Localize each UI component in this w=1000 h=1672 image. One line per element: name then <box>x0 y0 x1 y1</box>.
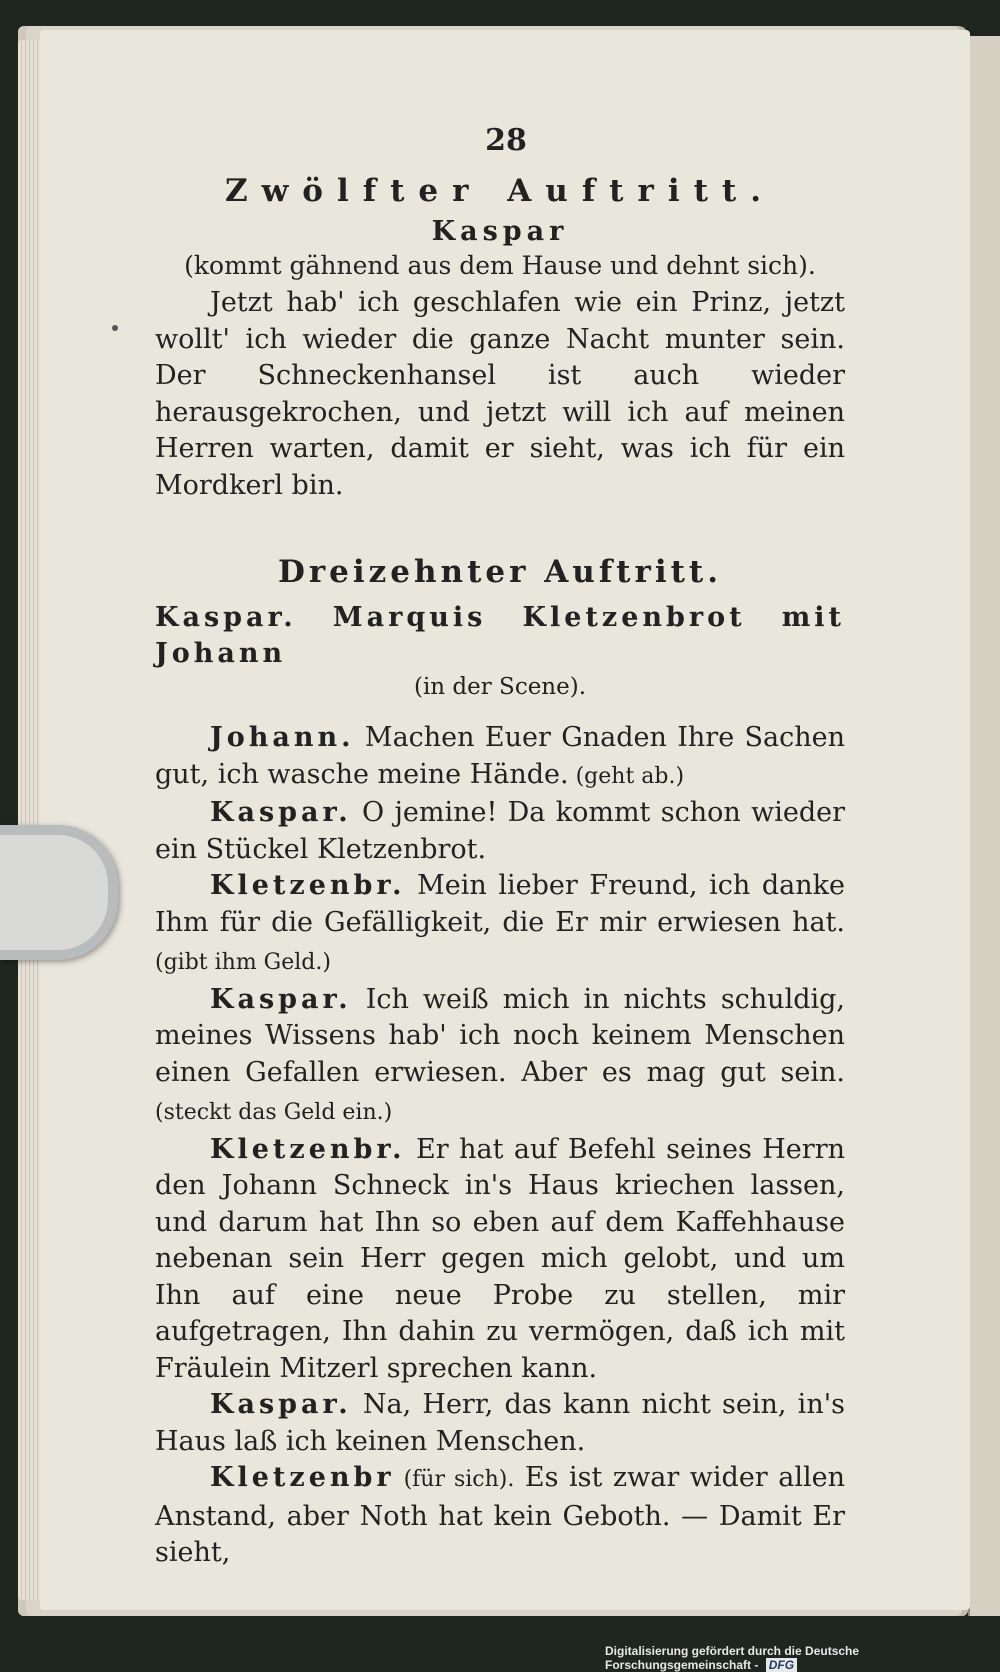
scene-heading: Dreizehnter Auftritt. <box>277 554 723 590</box>
dialogue-line <box>155 868 845 982</box>
page-text <box>155 125 845 1572</box>
dialogue-line <box>155 720 845 795</box>
page-number: 28 <box>485 123 527 158</box>
line-speaker: Johann. <box>210 722 355 753</box>
line-text: Er hat auf Befehl seines Herrn den Johann Schneck in's Haus kriechen lassen, und darum hat Ihn so eben auf dem Kaffehhause nebenan sein Herr gegen mich gelobt, und um Ihn auf eine neue Probe zu stellen, mir aufgetragen, Ihn dahin zu vermögen, daß ich mit Fräulein Mitzerl sprechen kann. <box>155 1133 845 1384</box>
digitization-credit <box>605 1644 1000 1672</box>
line-direction: (steckt das Geld ein.) <box>155 1100 393 1125</box>
dialogue-line <box>155 1132 845 1388</box>
ink-spot <box>112 325 118 331</box>
line-speaker: Kletzenbr. <box>210 1133 406 1165</box>
stage-direction: (kommt gähnend aus dem Hause und dehnt sich). <box>184 251 816 280</box>
facing-page <box>968 36 1000 1616</box>
page-clip <box>0 825 118 960</box>
line-speaker: Kletzenbr <box>210 1462 395 1493</box>
monologue: Jetzt hab' ich geschlafen wie ein Prinz, jetzt wollt' ich wieder die ganze Nacht munter sein. Der Schneckenhansel ist auch wieder herausgekrochen, und jetzt will ich auf meinen Herren warten, damit er sieht, was ich für ein Mordkerl bin. <box>155 287 845 501</box>
dialogue <box>155 720 845 1572</box>
speaker-name: Kaspar <box>431 216 569 247</box>
dialogue-line <box>155 1460 845 1572</box>
line-text: O jemine! Da kommt schon wieder ein Stückel Kletzenbrot. <box>155 797 845 865</box>
line-direction: (geht ab.) <box>568 763 685 789</box>
dfg-logo: DFG <box>766 1658 797 1672</box>
dialogue-line <box>155 1387 845 1460</box>
line-direction: (gibt ihm Geld.) <box>155 950 331 975</box>
line-text: Na, Herr, das kann nicht sein, in's Haus laß ich keinen Menschen. <box>155 1389 845 1457</box>
dialogue-line <box>155 795 845 868</box>
line-speaker: Kaspar. <box>210 983 352 1015</box>
credit-text: Digitalisierung gefördert durch die Deutsche Forschungsgemeinschaft - <box>605 1644 860 1672</box>
line-text: Es ist zwar wider allen Anstand, aber Noth hat kein Geboth. — Damit Er sieht, <box>155 1462 846 1568</box>
line-speaker: Kaspar. <box>210 1389 352 1420</box>
line-speaker: Kaspar. <box>210 797 352 828</box>
line-speaker: Kletzenbr. <box>210 870 406 901</box>
stage-direction: (in der Scene). <box>413 674 587 700</box>
cast-list: Kaspar. Marquis Kletzenbrot mit Johann <box>155 602 845 669</box>
line-text: Machen Euer Gnaden Ihre Sachen gut, ich wasche meine Hände. <box>155 722 845 790</box>
scene-heading: Zwölfter Auftritt. <box>224 173 776 209</box>
line-text: Ich weiß mich in nichts schuldig, meines Wissens hab' ich noch keinem Menschen einen Gefallen erwiesen. Aber es mag gut sein. <box>155 983 845 1088</box>
line-text: Mein lieber Freund, ich danke Ihm für die Gefälligkeit, die Er mir erwiesen hat. <box>155 870 845 938</box>
line-direction: (für sich). <box>394 1467 515 1492</box>
dialogue-line <box>155 982 845 1132</box>
